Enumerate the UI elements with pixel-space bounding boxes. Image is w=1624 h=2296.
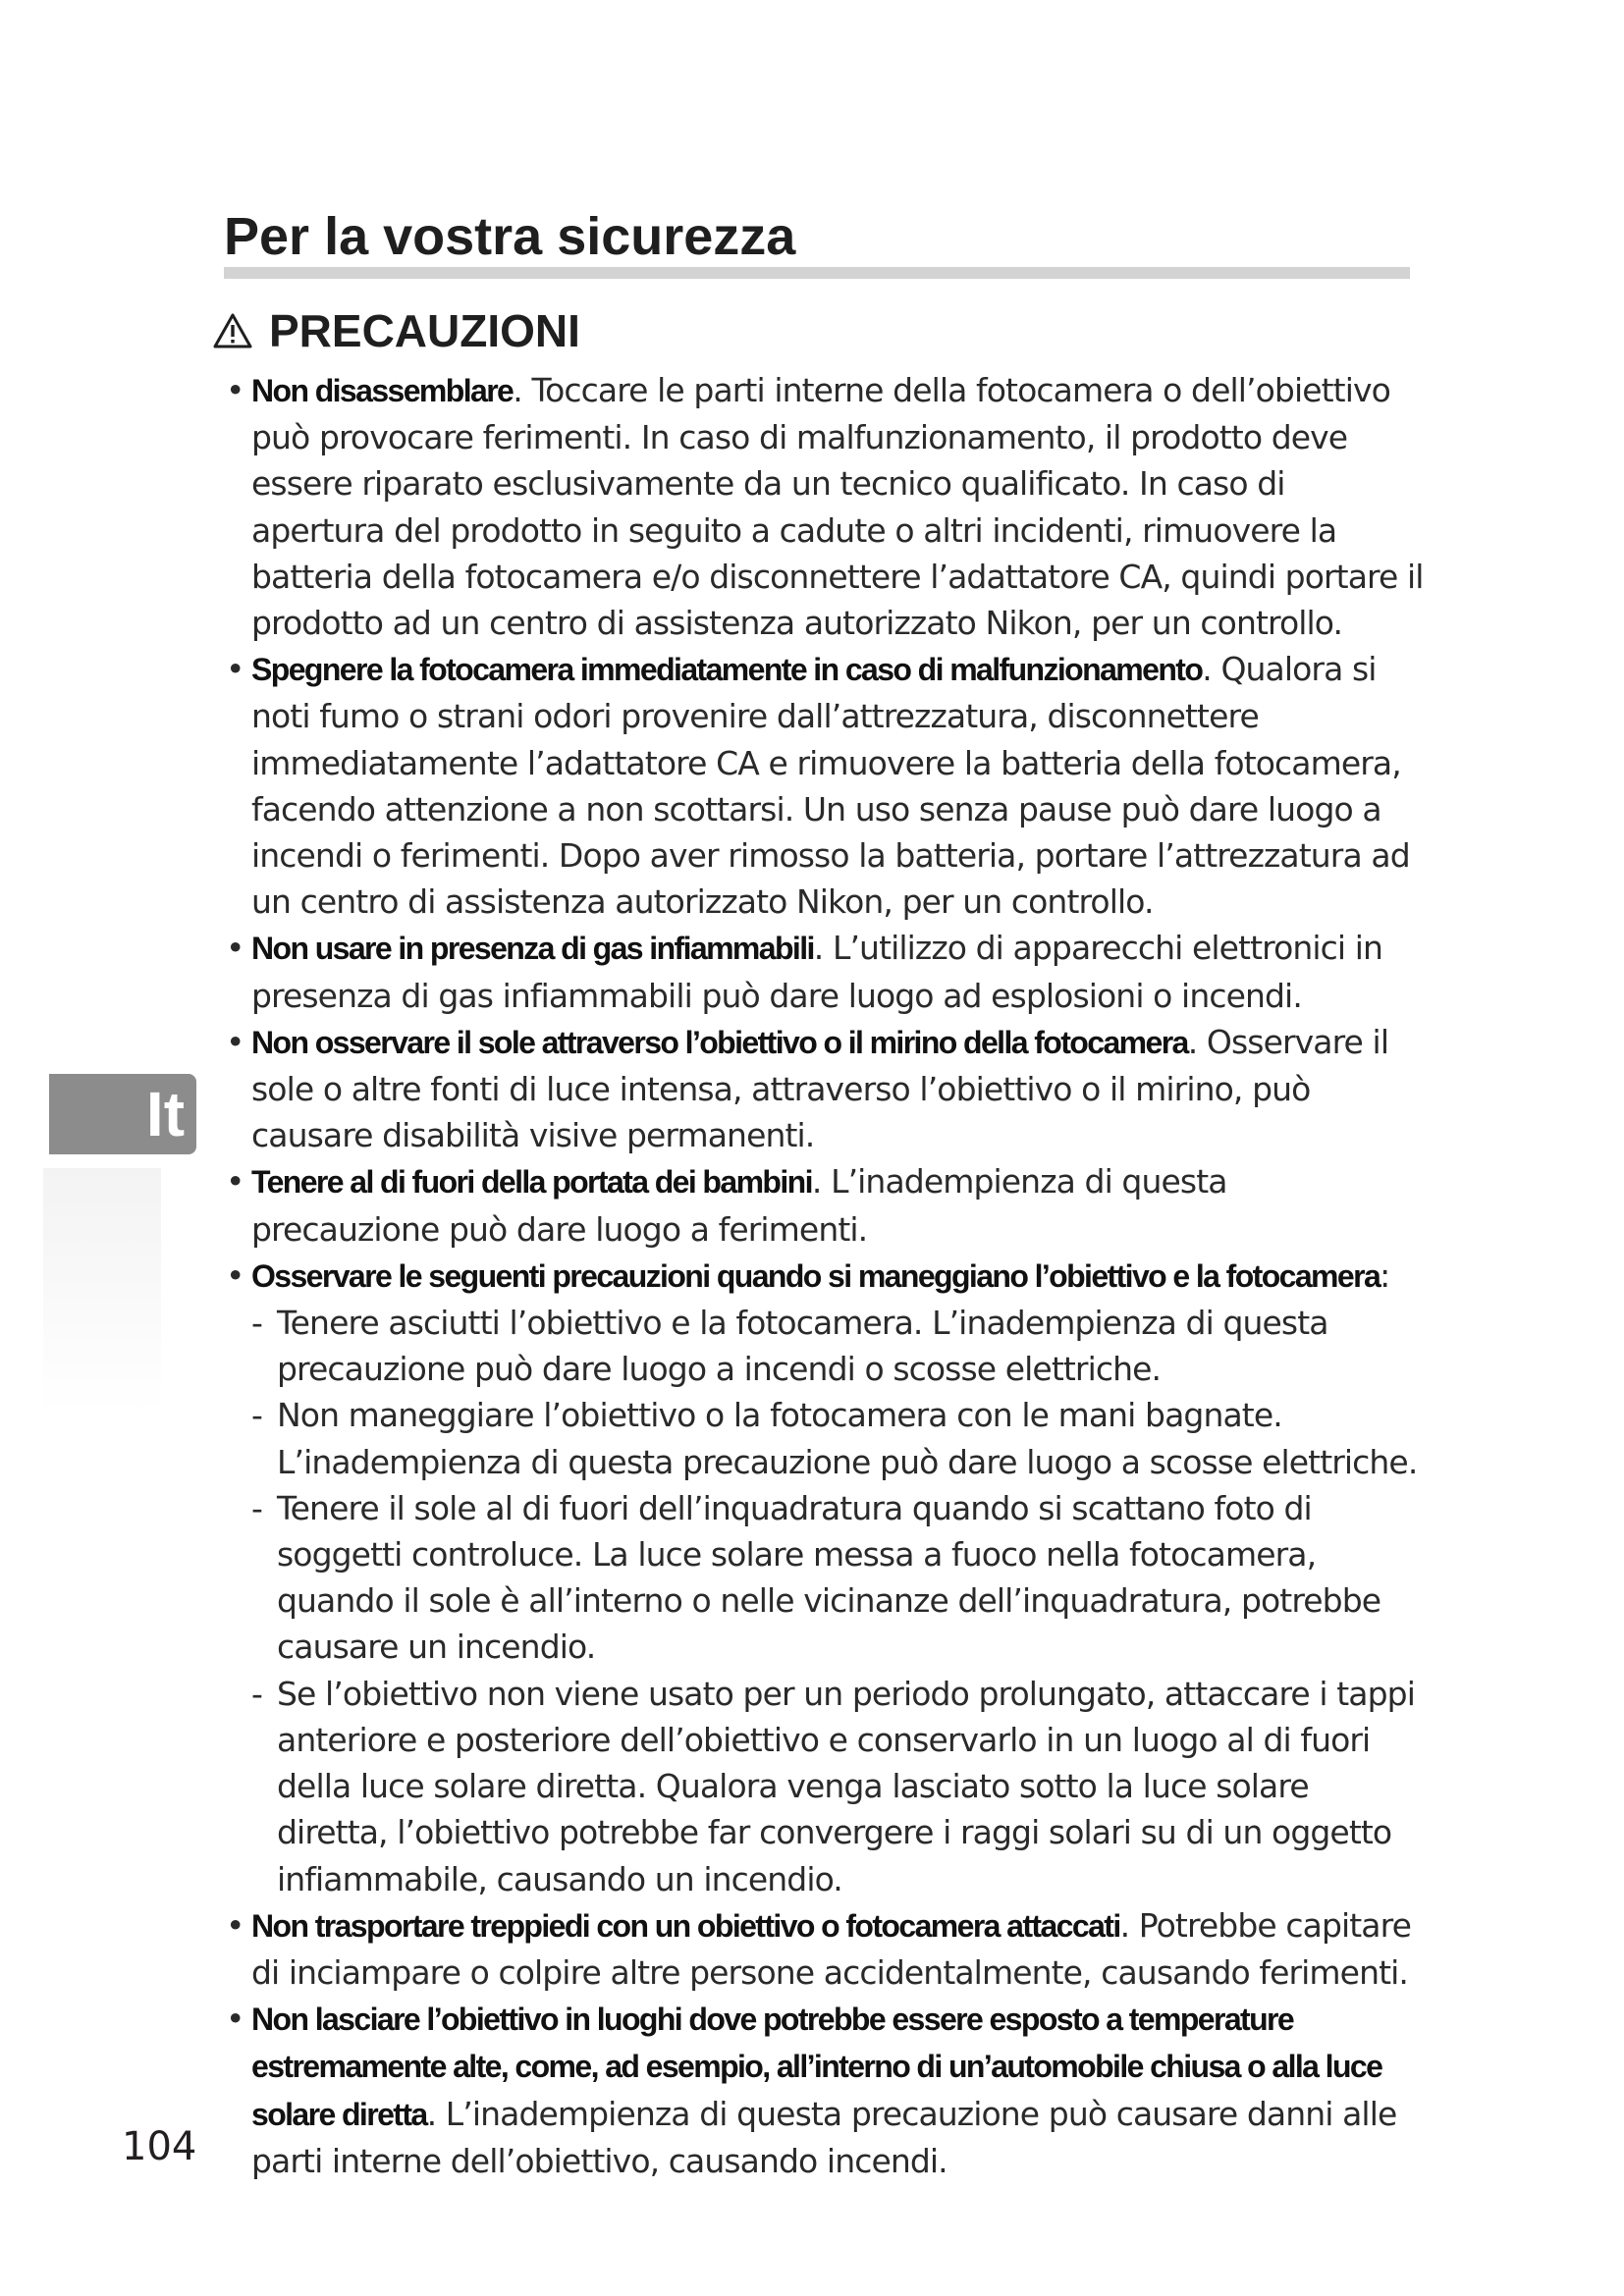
item-lead: Non trasportare treppiedi con un obiettivo o fotocamera attaccati — [251, 1907, 1120, 1944]
item-text: . Osservare il sole o altre fonti di luce intensa, attraverso l’obiettivo o il mirino, può causare disabilità visive permanenti. — [251, 1022, 1389, 1155]
item-lead: Spegnere la fotocamera immediatamente in caso di malfunzionamento — [251, 652, 1203, 688]
item-lead: Tenere al di fuori della portata dei bambini — [251, 1164, 812, 1201]
sub-item: - Se l’obiettivo non viene usato per un periodo prolungato, attaccare i tappi anteriore e posteriore dell’obiettivo e conservarlo in un luogo al di fuori della luce solare diretta. Qualora venga lasciato sotto la luce solare diretta, l’obiettivo potrebbe far convergere i raggi solari su di un oggetto infiammabile, causando un incendio. — [251, 1671, 1424, 1902]
item-text: . Qualora si noti fumo o strani odori provenire dall’attrezzatura, disconnettere immediatamente l’adattatore CA e rimuovere la batteria della fotocamera, facendo attenzione a non scottarsi. Un uso senza pause può dare luogo a incendi o ferimenti. Dopo aver rimosso la batteria, portare l’attrezzatura ad un centro di assistenza autorizzato Nikon, per un controllo. — [251, 650, 1410, 922]
list-item — [224, 1253, 1424, 1902]
sub-item: - Tenere asciutti l’obiettivo e la fotocamera. L’inadempienza di questa precauzione può dare luogo a incendi o scosse elettriche. — [251, 1300, 1424, 1392]
side-decoration — [43, 1168, 161, 1414]
item-text: . L’utilizzo di apparecchi elettronici in presenza di gas infiammabili può dare luogo ad esplosioni o incendi. — [251, 929, 1383, 1015]
item-lead: Non lasciare l’obiettivo in luoghi dove potrebbe essere esposto a temperature estremamente alte, come, ad esempio, all’interno di un’automobile chiusa o alla luce solare diretta — [251, 2002, 1382, 2132]
item-text: : — [1380, 1255, 1390, 1295]
item-text: . Potrebbe capitare di inciampare o colpire altre persone accidentalmente, causando ferimenti. — [251, 1905, 1411, 1992]
list-item — [224, 1902, 1424, 1996]
item-lead: Non disassemblare — [251, 373, 514, 408]
title-rule — [224, 267, 1410, 279]
list-item — [224, 367, 1424, 646]
precautions-content — [224, 367, 1424, 2184]
language-tab: It — [49, 1074, 196, 1154]
precautions-list — [224, 367, 1424, 2184]
list-item — [224, 1019, 1424, 1159]
item-lead: Non usare in presenza di gas infiammabili — [251, 931, 814, 967]
item-text: . L’inadempienza di questa precauzione può causare danni alle parti interne dell’obiettivo, causando incendi. — [251, 2094, 1397, 2180]
page-title: Per la vostra sicurezza — [224, 207, 796, 266]
item-lead: Non osservare il sole attraverso l’obiettivo o il mirino della fotocamera — [251, 1024, 1188, 1060]
list-item — [224, 925, 1424, 1018]
section-heading-label: PRECAUZIONI — [269, 305, 580, 356]
section-heading — [212, 305, 580, 356]
warning-triangle-icon — [212, 312, 253, 349]
sub-item: - Tenere il sole al di fuori dell’inquadratura quando si scattano foto di soggetti controluce. La luce solare messa a fuoco nella fotocamera, quando il sole è all’interno o nelle vicinanze dell’inquadratura, potrebbe causare un incendio. — [251, 1485, 1424, 1671]
list-item — [224, 1158, 1424, 1252]
list-item — [224, 1996, 1424, 2184]
item-text: . L’inadempienza di questa precauzione può dare luogo a ferimenti. — [251, 1162, 1227, 1249]
item-lead: Osservare le seguenti precauzioni quando si maneggiano l’obiettivo e la fotocamera — [251, 1257, 1380, 1294]
list-item — [224, 646, 1424, 925]
item-text: . Toccare le parti interne della fotocamera o dell’obiettivo può provocare ferimenti. In caso di malfunzionamento, il prodotto deve essere riparato esclusivamente da un tecnico qualificato. In caso di apertura del prodotto in seguito a cadute o altri incidenti, rimuovere la batteria della fotocamera e/o disconnettere l’adattatore CA, quindi portare il prodotto ad un centro di assistenza autorizzato Nikon, per un controllo. — [251, 371, 1424, 643]
page-number: 104 — [122, 2124, 197, 2169]
sub-item: - Non maneggiare l’obiettivo o la fotocamera con le mani bagnate. L’inadempienza di questa precauzione può dare luogo a scosse elettriche. — [251, 1392, 1424, 1484]
